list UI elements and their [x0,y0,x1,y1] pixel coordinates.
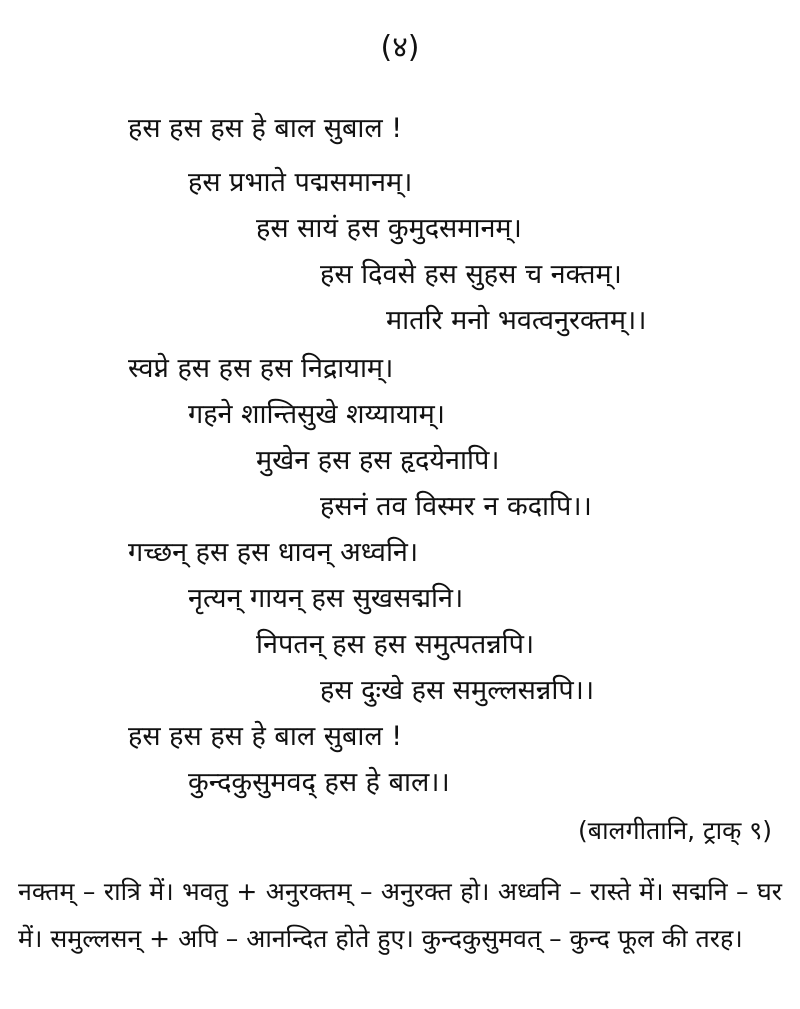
glossary: नक्तम् – रात्रि में। भवतु + अनुरक्तम् – अनुरक्त हो। अध्वनि – रास्ते में। सद्मनि – घर में। समुल्लसन् + अपि – आनन्दित होते हुए। कुन्दकुसुमवत् – कुन्द फूल की तरह। [18,877,782,953]
poem-line: स्वप्ने हस हस हस निद्रायाम्। [128,353,394,384]
page-number: (४) [380,30,420,65]
poem-line: हस हस हस हे बाल सुबाल ! [128,113,403,144]
poem-line: हस सायं हस कुमुदसमानम्। [256,213,522,244]
source-citation: (बालगीतानि, ट्राक् ९) [578,816,772,845]
poem-line: निपतन् हस हस समुत्पतन्नपि। [256,629,535,660]
poem-line: कुन्दकुसुमवद् हस हे बाल।। [188,767,450,798]
poem-line: हस प्रभाते पद्मसमानम्। [188,167,413,198]
poem-line: नृत्यन् गायन् हस सुखसद्मनि। [188,583,464,614]
poem-line: गहने शान्तिसुखे शय्यायाम्। [188,399,445,430]
poem-line: हस दिवसे हस सुहस च नक्तम्। [320,259,622,290]
poem-line: हस दुःखे हस समुल्लसन्नपि।। [320,675,595,706]
poem-line: हस हस हस हे बाल सुबाल ! [128,721,403,752]
poem-line: मुखेन हस हस हृदयेनापि। [256,445,500,476]
poem-line: गच्छन् हस हस धावन् अध्वनि। [128,537,419,568]
poem-line: हसनं तव विस्मर न कदापि।। [320,491,592,522]
poem-line: मातरि मनो भवत्वनुरक्तम्।। [386,305,647,336]
